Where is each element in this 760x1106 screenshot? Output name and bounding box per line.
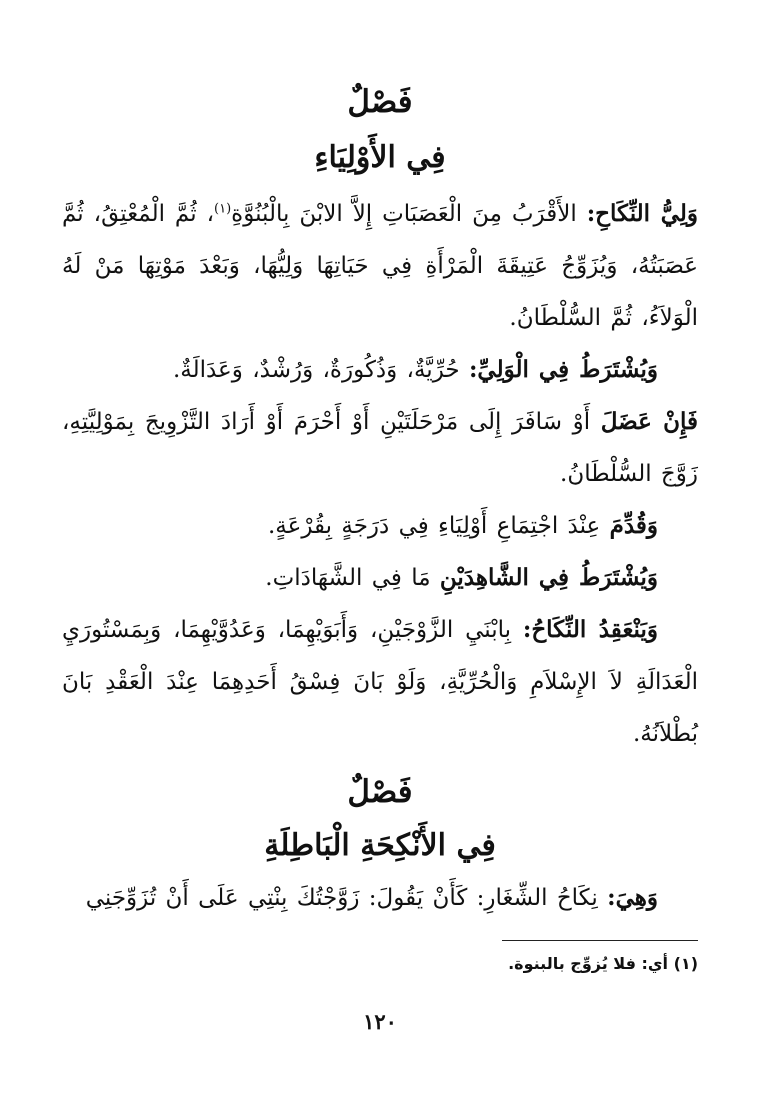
paragraph-text: نِكَاحُ الشِّغَارِ: كَأَنْ يَقُولَ: زَوَّجْتُكَ بِنْتِي عَلَى أَنْ تُزَوِّجَنِي [85,885,608,911]
section-title: فَصْلٌ [347,84,413,120]
paragraph-lead: وَيَنْعَقِدُ النِّكَاحُ: [522,616,658,643]
paragraph-text-tail: ، ثُمَّ الْمُعْتِقُ، ثُمَّ عَصَبَتُهُ، وَيُزَوِّجُ عَتِيقَةَ الْمَرْأَةِ فِي حَيَاتِهَا وَلِيُّهَا، وَبَعْدَ مَوْتِهَا مَنْ لَهُ الْوَلاَءُ، ثُمَّ السُّلْطَانُ. [62,201,698,331]
page-number: ١٢٠ [363,1009,397,1034]
footnote [62,950,698,978]
paragraph-lottery [62,500,698,552]
footnote-marker: (١) [673,954,698,973]
paragraph-text: أَوْ سَافَرَ إِلَى مَرْحَلَتَيْنِ أَوْ أَحْرَمَ أَوْ أَرَادَ التَّزْوِيجَ بِمَوْلِيَّتِهِ، زَوَّجَ السُّلْطَانُ. [62,409,698,487]
paragraph-validity [62,604,698,760]
paragraph-text: مَا فِي الشَّهَادَاتِ. [265,565,440,591]
paragraph-text: الأَقْرَبُ مِنَ الْعَصَبَاتِ إِلاَّ الابْنَ بِالْبُنُوَّةِ [231,201,587,227]
paragraph-conditions [62,344,698,396]
section-title: فَصْلٌ [347,774,413,810]
paragraph-guardian [62,188,698,344]
paragraph-witnesses [62,552,698,604]
paragraph-text: عِنْدَ اجْتِمَاعِ أَوْلِيَاءِ فِي دَرَجَةٍ بِقُرْعَةٍ. [267,513,610,539]
paragraph-refusal [62,396,698,500]
paragraph-lead: وَهِيَ: [607,884,658,911]
section-subtitle: فِي الأَوْلِيَاءِ [314,140,446,175]
section-subtitle: فِي الأَنْكِحَةِ الْبَاطِلَةِ [264,828,496,863]
footnote-divider [502,940,698,941]
document-page [62,0,698,1106]
paragraph-lead: وَلِيُّ النِّكَاحِ: [586,200,698,227]
paragraph-text: حُرِّيَّةٌ، وَذُكُورَةٌ، وَرُشْدٌ، وَعَدَالَةٌ. [172,357,469,383]
paragraph-lead: وَيُشْتَرَطُ فِي الشَّاهِدَيْنِ [439,564,658,591]
footnote-reference: (١) [214,201,232,217]
paragraph-lead: فَإِنْ عَضَلَ [600,408,698,435]
paragraph-text: بِابْنَيِ الزَّوْجَيْنِ، وَأَبَوَيْهِمَا، وَعَدُوَّيْهِمَا، وَبِمَسْتُورَيِ الْعَدَالَةِ لاَ الإِسْلاَمِ وَالْحُرِّيَّةِ، وَلَوْ بَانَ فِسْقُ أَحَدِهِمَا عِنْدَ الْعَقْدِ بَانَ بُطْلاَنُهُ. [62,617,698,747]
footnote-text: أي: فلا يُزوِّج بالبنوة. [508,954,674,973]
paragraph-lead: وَيُشْتَرَطُ فِي الْوَلِيِّ: [468,356,658,383]
paragraph-shighar [62,872,698,924]
paragraph-lead: وَقُدِّمَ [609,512,658,539]
